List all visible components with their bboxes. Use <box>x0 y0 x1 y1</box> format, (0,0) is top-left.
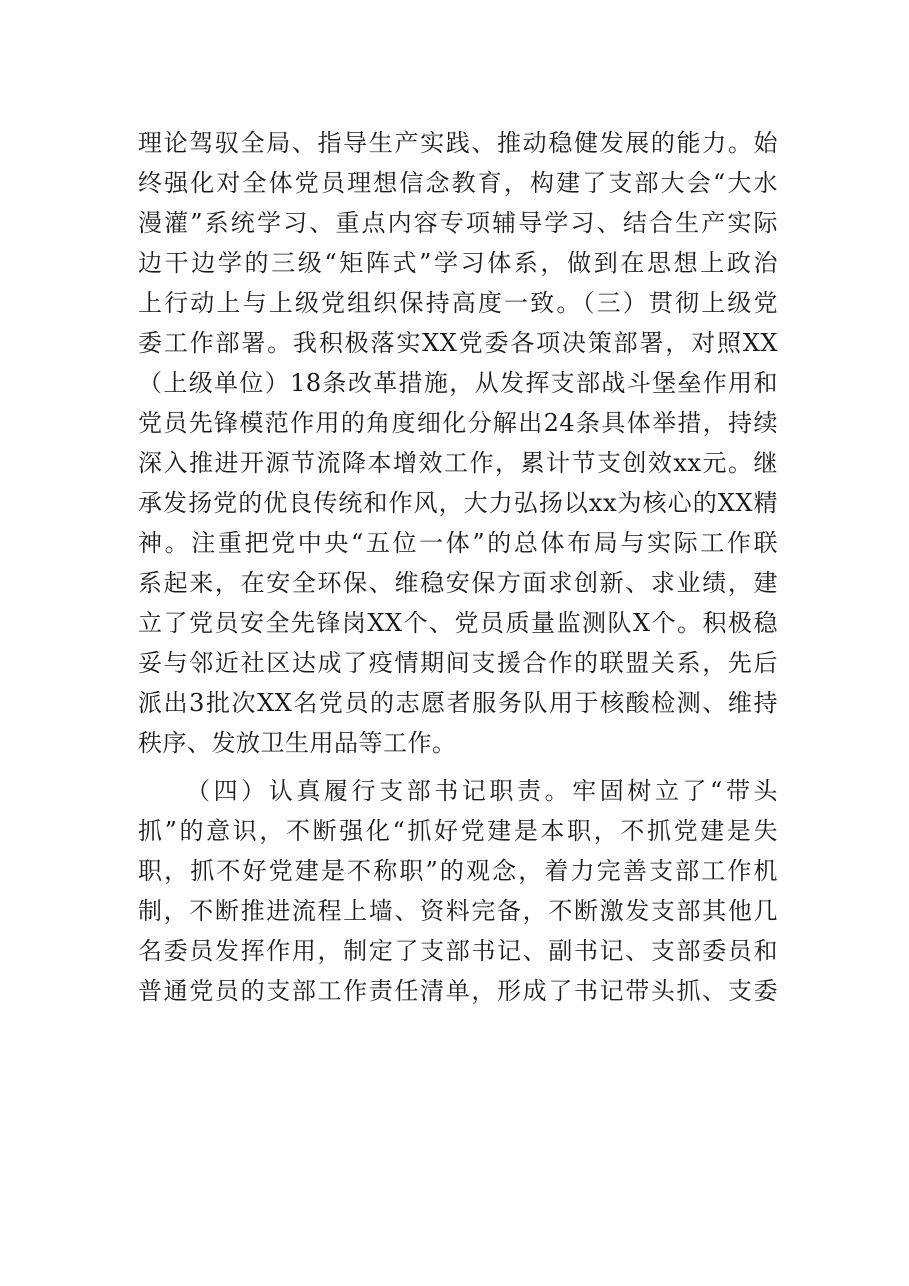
text-line: 制，不断推进流程上墙、资料完备，不断激发支部其他几 <box>138 897 778 925</box>
text-line: 终强化对全体党员理想信念教育，构建了支部大会“大水 <box>138 169 778 197</box>
text-line-last: 秩序、发放卫生用品等工作。 <box>138 729 457 757</box>
paragraph-1 <box>138 123 778 763</box>
document-body <box>138 123 778 1011</box>
text-line: 职，抓不好党建是不称职”的观念，着力完善支部工作机 <box>138 857 778 885</box>
text-line: 系起来，在安全环保、维稳安保方面求创新、求业绩，建 <box>138 569 778 597</box>
text-line: 派出3批次XX名党员的志愿者服务队用于核酸检测、维持 <box>138 689 778 717</box>
text-line: 边干边学的三级“矩阵式”学习体系，做到在思想上政治 <box>138 249 778 277</box>
text-line: 上行动上与上级党组织保持高度一致。（三）贯彻上级党 <box>138 289 778 317</box>
text-line-indented: （四）认真履行支部书记职责。牢固树立了“带头 <box>186 777 778 805</box>
text-line: 党员先锋模范作用的角度细化分解出24条具体举措，持续 <box>138 409 778 437</box>
text-line: 委工作部署。我积极落实XX党委各项决策部署，对照XX <box>138 329 778 357</box>
text-line: 妥与邻近社区达成了疫情期间支援合作的联盟关系，先后 <box>138 649 778 677</box>
text-line: （上级单位）18条改革措施，从发挥支部战斗堡垒作用和 <box>138 369 778 397</box>
text-line: 漫灌”系统学习、重点内容专项辅导学习、结合生产实际 <box>138 209 778 237</box>
paragraph-spacer <box>138 763 778 771</box>
text-line: 名委员发挥作用，制定了支部书记、副书记、支部委员和 <box>138 937 778 965</box>
text-line: 承发扬党的优良传统和作风，大力弘扬以xx为核心的XX精 <box>138 489 778 517</box>
paragraph-2 <box>138 771 778 1011</box>
text-line: 普通党员的支部工作责任清单，形成了书记带头抓、支委 <box>138 977 778 1005</box>
text-line: 理论驾驭全局、指导生产实践、推动稳健发展的能力。始 <box>138 129 778 157</box>
text-line: 神。注重把党中央“五位一体”的总体布局与实际工作联 <box>138 529 778 557</box>
text-line: 立了党员安全先锋岗XX个、党员质量监测队X个。积极稳 <box>138 609 778 637</box>
text-line: 深入推进开源节流降本增效工作，累计节支创效xx元。继 <box>138 449 778 477</box>
text-line: 抓”的意识，不断强化“抓好党建是本职，不抓党建是失 <box>138 817 778 845</box>
